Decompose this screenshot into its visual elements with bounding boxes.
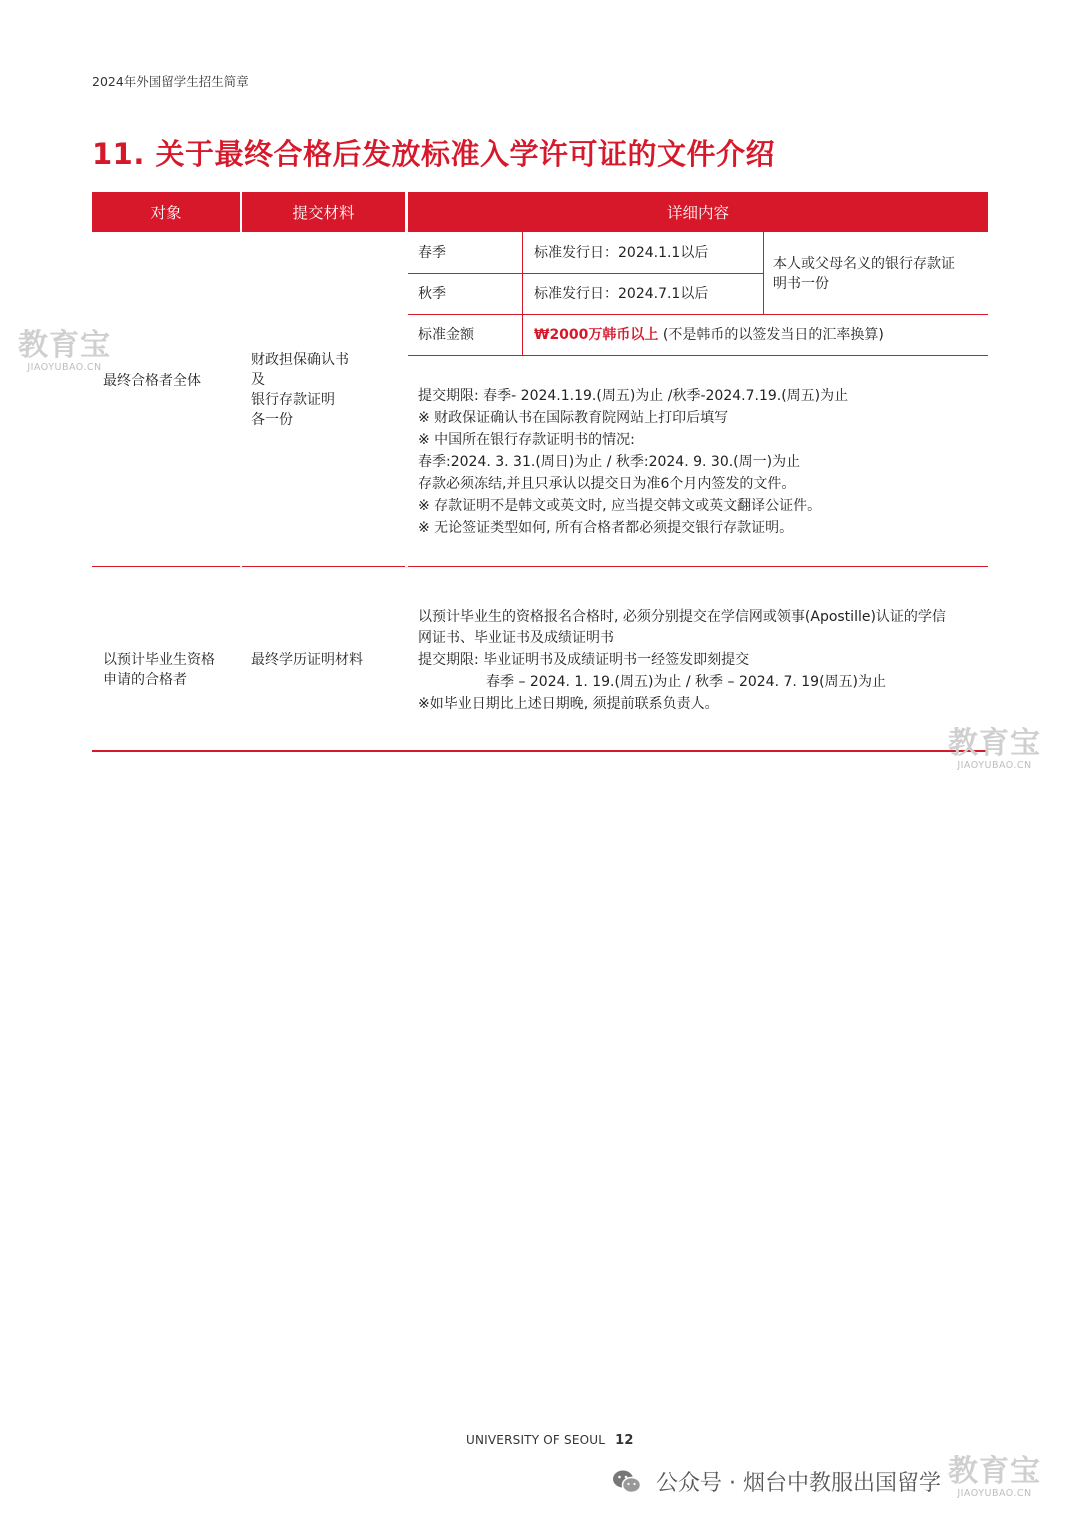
divider	[408, 314, 988, 315]
row1-note: 春季:2024. 3. 31.(周日)为止 / 秋季:2024. 9. 30.(周一)为止	[418, 454, 801, 470]
row1-material-line: 各一份	[251, 412, 293, 428]
wechat-icon	[612, 1469, 642, 1495]
wechat-text: 公众号 · 烟台中教服出国留学	[656, 1471, 941, 1496]
watermark-text: 教育宝	[948, 726, 1041, 761]
divider	[763, 232, 764, 314]
amount-value: ₩2000万韩币以上	[534, 327, 659, 343]
running-header: 2024年外国留学生招生简章	[92, 74, 249, 89]
watermark-text: 教育宝	[18, 328, 111, 363]
spring-label: 春季	[418, 245, 446, 261]
watermark-bottom	[948, 1456, 1041, 1499]
row1-note: ※ 财政保证确认书在国际教育院网站上打印后填写	[418, 410, 729, 426]
amount-row	[534, 325, 884, 346]
spring-date: 标准发行日：2024.1.1以后	[534, 245, 709, 261]
watermark-sub: JIAOYUBAO.CN	[957, 760, 1032, 771]
row2-note: ※如毕业日期比上述日期晚, 须提前联系负责人。	[418, 696, 719, 712]
watermark-text: 教育宝	[948, 1454, 1041, 1489]
autumn-date: 标准发行日：2024.7.1以后	[534, 286, 709, 302]
row-divider	[92, 566, 240, 567]
watermark-sub: JIAOYUBAO.CN	[27, 362, 102, 373]
row-divider	[242, 566, 405, 567]
row2-materials: 最终学历证明材料	[251, 652, 363, 668]
th-details: 详细内容	[408, 192, 988, 232]
watermark-right	[948, 728, 1041, 771]
row1-material-line: 及	[251, 372, 265, 388]
page-number: 12	[615, 1433, 634, 1448]
amount-label: 标准金额	[418, 327, 474, 343]
row2-note: 春季 – 2024. 1. 19.(周五)为止 / 秋季 – 2024. 7. 19(周五)为止	[486, 674, 887, 690]
row1-note: ※ 存款证明不是韩文或英文时, 应当提交韩文或英文翻译公证件。	[418, 498, 822, 514]
account-note-line: 明书一份	[773, 276, 829, 292]
row1-material-line: 银行存款证明	[251, 392, 335, 408]
th-target: 对象	[92, 192, 240, 232]
section-title: 11. 关于最终合格后发放标准入学许可证的文件介绍	[92, 137, 775, 171]
footer-university: UNIVERSITY OF SEOUL	[466, 1433, 606, 1447]
watermark-left	[18, 330, 111, 373]
divider	[408, 273, 763, 274]
watermark-sub: JIAOYUBAO.CN	[957, 1488, 1032, 1499]
row2-note: 以预计毕业生的资格报名合格时, 必须分别提交在学信网或领事(Apostille)认证的学信	[418, 609, 946, 625]
row2-note: 网证书、毕业证书及成绩证明书	[418, 630, 614, 646]
account-note-line: 本人或父母名义的银行存款证	[773, 256, 955, 272]
divider	[408, 355, 988, 356]
autumn-label: 秋季	[418, 286, 446, 302]
row-divider	[408, 566, 988, 567]
amount-note: (不是韩币的以签发当日的汇率换算)	[658, 327, 884, 343]
table-bottom-rule	[92, 750, 988, 752]
row2-target-line: 申请的合格者	[103, 672, 187, 688]
page-footer	[466, 1433, 634, 1448]
divider	[522, 232, 523, 355]
row1-target: 最终合格者全体	[103, 373, 201, 389]
th-materials: 提交材料	[242, 192, 405, 232]
row2-target-line: 以预计毕业生资格	[103, 652, 215, 668]
row1-note: ※ 无论签证类型如何, 所有合格者都必须提交银行存款证明。	[418, 520, 794, 536]
row1-note: ※ 中国所在银行存款证明书的情况:	[418, 432, 635, 448]
wechat-attribution	[612, 1466, 941, 1497]
row1-note: 存款必须冻结,并且只承认以提交日为准6个月内签发的文件。	[418, 476, 796, 492]
row1-material-line: 财政担保确认书	[251, 352, 349, 368]
row2-note: 提交期限: 毕业证明书及成绩证明书一经签发即刻提交	[418, 652, 750, 668]
row1-note: 提交期限: 春季- 2024.1.19.(周五)为止 /秋季-2024.7.19.(周五)为止	[418, 388, 849, 404]
